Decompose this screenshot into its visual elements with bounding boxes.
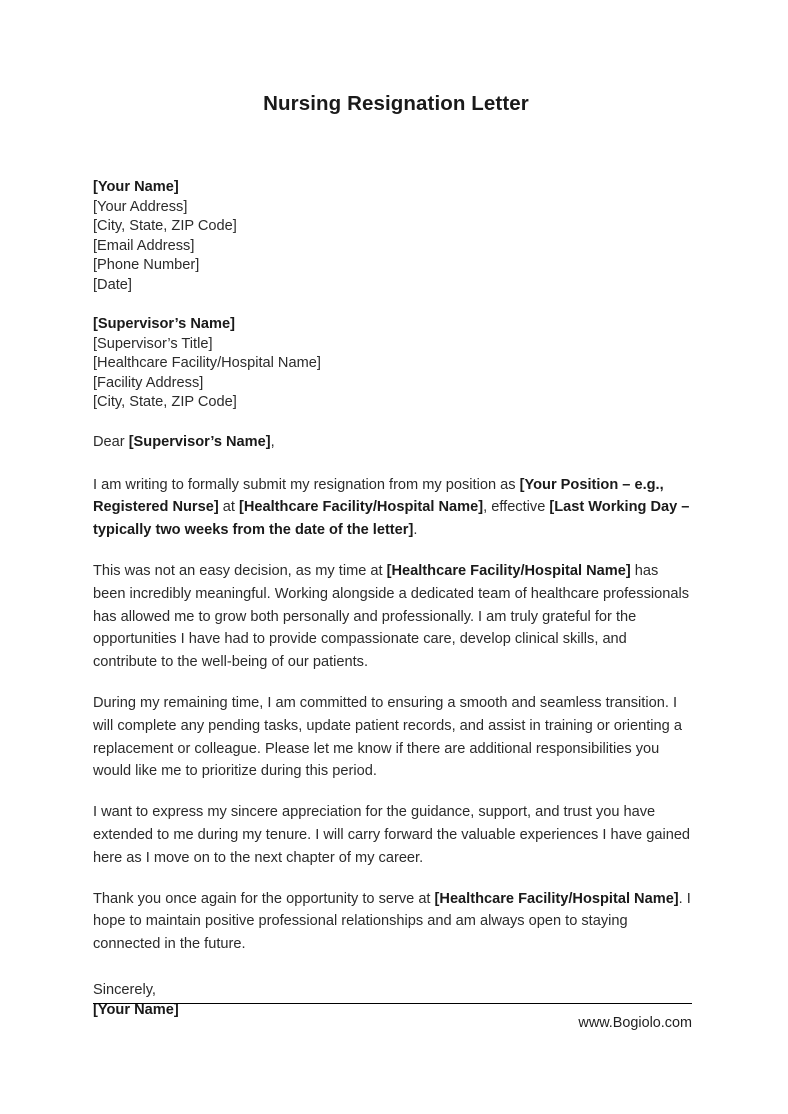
recipient-address-block [93,315,692,413]
footer-divider [93,1003,692,1004]
paragraph-1 [93,474,692,542]
recipient-line-3: [Healthcare Facility/Hospital Name] [93,355,321,372]
sign-off-line: Sincerely, [93,981,156,998]
recipient-line-1: [Supervisor’s Name] [93,316,235,333]
salutation-line [93,433,692,453]
paragraph-3-run-1: During my remaining time, I am committed to ensuring a smooth and seamless transition. I will complete any pending tasks, update patient records, and assist in training or orienting a replacement or colleague. Please let me know if there are additional responsibilities you would like me to prioritize during this period. [93,695,682,780]
paragraph-1-run-3: at [218,499,239,516]
salutation-lead: Dear [93,434,129,451]
paragraph-4 [93,801,692,869]
footer-website: www.Bogiolo.com [578,1015,692,1031]
paragraph-3 [93,692,692,783]
paragraph-2-run-1: This was not an easy decision, as my time at [93,563,387,580]
page-title: Nursing Resignation Letter [263,92,529,115]
paragraph-1-run-1: I am writing to formally submit my resignation from my position as [93,476,520,493]
recipient-line-4: [Facility Address] [93,374,204,391]
recipient-line-2: [Supervisor’s Title] [93,335,213,352]
paragraph-2 [93,560,692,674]
sender-address-block [93,178,692,296]
sender-line-4: [Email Address] [93,237,195,254]
paragraph-1-run-6: [Last Working Day – typically two weeks from the date of the letter] [93,499,690,539]
page-footer [93,1003,692,1033]
paragraph-5 [93,888,692,956]
salutation-trail: , [270,434,275,451]
paragraph-1-run-5: , effective [483,499,550,516]
sender-line-6: [Date] [93,276,132,293]
letter-body [0,178,788,1020]
paragraph-1-run-4: [Healthcare Facility/Hospital Name] [239,499,484,516]
paragraph-1-run-7: . [413,522,418,539]
sender-line-3: [City, State, ZIP Code] [93,218,237,235]
paragraph-2-run-2: [Healthcare Facility/Hospital Name] [386,563,631,580]
sender-line-5: [Phone Number] [93,257,200,274]
paragraph-5-run-3: . I hope to maintain positive professional relationships and am always open to staying connected in the future. [93,890,691,953]
recipient-line-5: [City, State, ZIP Code] [93,394,237,411]
paragraph-5-run-1: Thank you once again for the opportunity to serve at [93,890,435,907]
signature-name: [Your Name] [93,1001,179,1018]
paragraph-5-run-2: [Healthcare Facility/Hospital Name] [434,890,679,907]
paragraph-1-run-2: [Your Position – e.g., Registered Nurse] [93,476,664,516]
salutation-recipient-name: [Supervisor’s Name] [128,434,271,451]
paragraph-2-run-3: has been incredibly meaningful. Working alongside a dedicated team of healthcare professionals has allowed me to grow both personally and professionally. I am truly grateful for the opportunities I have had to provide compassionate care, develop clinical skills, and contribute to the well-being of our patients. [93,563,690,671]
paragraph-4-run-1: I want to express my sincere appreciation for the guidance, support, and trust you have extended to me during my tenure. I will carry forward the valuable experiences I have gained here as I move on to the next chapter of my career. [93,804,691,866]
letter-paragraphs [93,474,692,956]
sender-line-1: [Your Name] [93,179,179,195]
sender-line-2: [Your Address] [93,198,188,215]
